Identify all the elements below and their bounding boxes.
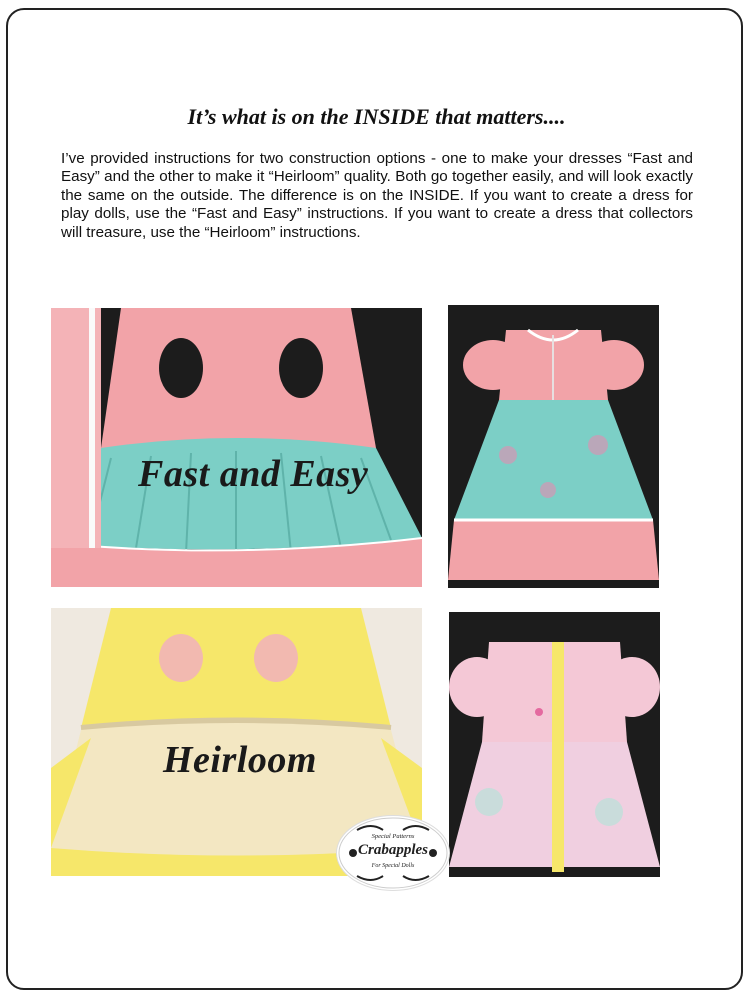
heirloom-outside-photo <box>449 612 660 877</box>
logo-brand: Crabapples <box>357 842 428 858</box>
logo-tagline-top: Special Patterns <box>371 833 415 840</box>
logo-tagline-bottom: For Special Dolls <box>371 863 415 869</box>
fast-and-easy-label: Fast and Easy <box>138 453 369 495</box>
page-title: It’s what is on the INSIDE that matters.... <box>187 104 566 129</box>
intro-paragraph: I’ve provided instructions for two construction options - one to make your dresses “Fast and Easy” and the other to make it “Heirloom” quality. Both go together easily, and will look exactly the same on the outside. The difference is on the INSIDE. If you want to create a dress for play dolls, use the “Fast and Easy” instructions. If you want to create a dress that collectors will treasure, use the “Heirloom” instructions. <box>61 150 693 241</box>
fast-and-easy-inside-photo <box>51 308 422 587</box>
heirloom-label: Heirloom <box>163 739 317 781</box>
crabapples-logo <box>337 816 449 890</box>
fast-and-easy-outside-photo <box>448 305 659 588</box>
